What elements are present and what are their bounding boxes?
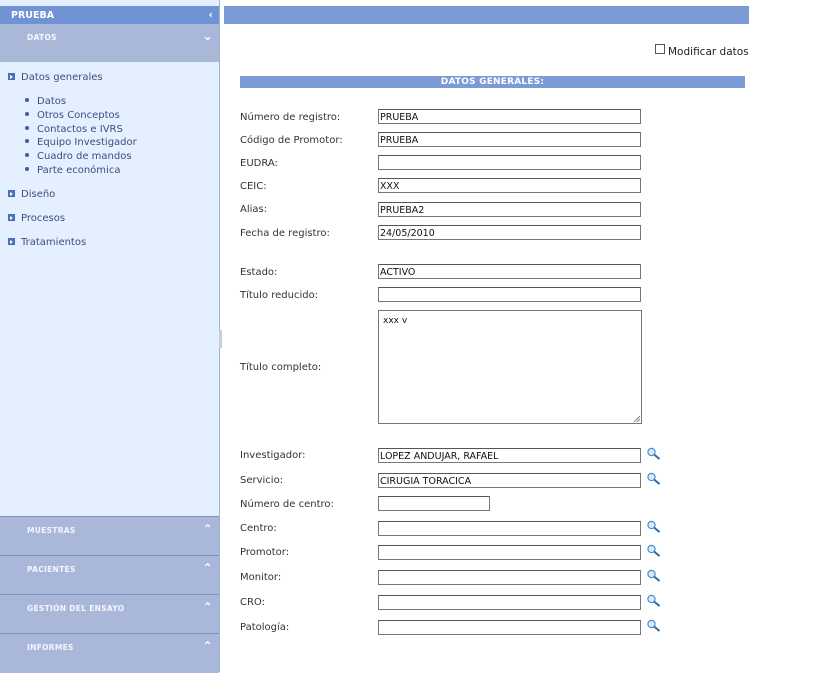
main-top-bar (224, 6, 749, 24)
estado-label: Estado: (240, 267, 278, 278)
centro-input[interactable] (378, 521, 641, 536)
titulo-completo-label: Título completo: (240, 362, 322, 373)
collapse-sidebar-icon[interactable]: ‹ (208, 8, 213, 21)
dot-bullet-icon (25, 167, 29, 171)
nav-datos-generales[interactable] (8, 72, 103, 83)
servicio-input[interactable]: CIRUGIA TORACICA (378, 473, 641, 488)
codigo-promotor-input[interactable]: PRUEBA (378, 132, 641, 147)
monitor-label: Monitor: (240, 572, 282, 583)
numero-registro-input[interactable]: PRUEBA (378, 109, 641, 124)
alias-input[interactable]: PRUEBA2 (378, 202, 641, 217)
dot-bullet-icon (25, 112, 29, 116)
nav-diseno[interactable] (8, 189, 55, 200)
panel-muestras-header[interactable] (0, 516, 219, 555)
panel-pacientes-label: PACIENTES (27, 565, 76, 574)
checkbox-icon[interactable] (655, 44, 665, 54)
servicio-label: Servicio: (240, 475, 284, 486)
titulo-completo-value: xxx v (383, 316, 408, 326)
sub-item-parte-economica[interactable] (25, 165, 137, 179)
sub-item-label: Datos (37, 96, 67, 107)
centro-label: Centro: (240, 523, 277, 534)
sub-item-label: Otros Conceptos (37, 109, 120, 121)
sub-item-label: Contactos e IVRS (37, 123, 123, 135)
fecha-registro-label: Fecha de registro: (240, 228, 330, 239)
arrow-bullet-icon (8, 73, 15, 80)
nav-procesos[interactable] (8, 213, 65, 224)
numero-centro-input[interactable] (378, 496, 490, 511)
arrow-bullet-icon (8, 190, 15, 197)
panel-datos-label: DATOS (27, 33, 57, 42)
sub-item-label: Parte económica (37, 164, 121, 176)
nav-datos-generales-label: Datos generales (21, 72, 103, 83)
nav-tratamientos[interactable] (8, 237, 86, 248)
titulo-completo-textarea[interactable] (378, 310, 642, 424)
estado-input[interactable]: ACTIVO (378, 264, 641, 279)
chevron-up-icon[interactable]: ⌃ (202, 600, 213, 614)
eudra-input[interactable] (378, 155, 641, 170)
panel-pacientes-header[interactable] (0, 555, 219, 594)
datos-generales-submenu (25, 96, 137, 179)
fecha-registro-input[interactable]: 24/05/2010 (378, 225, 641, 240)
modificar-datos-checkbox[interactable] (655, 45, 749, 58)
chevron-down-icon[interactable]: ⌄ (202, 29, 213, 43)
chevron-up-icon[interactable]: ⌃ (202, 639, 213, 653)
alias-label: Alias: (240, 204, 268, 215)
titulo-reducido-input[interactable] (378, 287, 641, 302)
investigador-input[interactable]: LOPEZ ANDUJAR, RAFAEL (378, 448, 641, 463)
dot-bullet-icon (25, 126, 29, 130)
panel-gestion-label: GESTIÓN DEL ENSAYO (27, 604, 125, 613)
dot-bullet-icon (25, 139, 29, 143)
centro-search-icon[interactable] (646, 520, 662, 534)
splitter-handle[interactable] (219, 330, 222, 348)
arrow-bullet-icon (8, 238, 15, 245)
servicio-search-icon[interactable] (646, 472, 662, 486)
modificar-datos-label: Modificar datos (668, 46, 749, 58)
sub-item-equipo-investigador[interactable] (25, 137, 137, 151)
numero-centro-label: Número de centro: (240, 499, 334, 510)
dot-bullet-icon (25, 98, 29, 102)
chevron-up-icon[interactable]: ⌃ (202, 561, 213, 575)
patologia-label: Patología: (240, 622, 290, 633)
sidebar-title: PRUEBA (11, 10, 55, 21)
nav-diseno-label: Diseño (21, 189, 56, 200)
sub-item-contactos-ivrs[interactable] (25, 124, 137, 138)
sub-item-otros-conceptos[interactable] (25, 110, 137, 124)
sub-item-label: Equipo Investigador (37, 137, 137, 149)
ceic-label: CEIC: (240, 181, 267, 192)
sub-item-datos[interactable] (25, 96, 137, 110)
cro-search-icon[interactable] (646, 594, 662, 608)
monitor-input[interactable] (378, 570, 641, 585)
panel-datos-header[interactable] (0, 24, 219, 62)
dot-bullet-icon (25, 153, 29, 157)
panel-informes-label: INFORMES (27, 643, 74, 652)
promotor-search-icon[interactable] (646, 544, 662, 558)
sidebar-header (0, 6, 219, 24)
monitor-search-icon[interactable] (646, 569, 662, 583)
panel-muestras-label: MUESTRAS (27, 526, 76, 535)
eudra-label: EUDRA: (240, 158, 278, 169)
sub-item-cuadro-mandos[interactable] (25, 151, 137, 165)
cro-label: CRO: (240, 597, 265, 608)
ceic-input[interactable]: XXX (378, 178, 641, 193)
nav-procesos-label: Procesos (21, 213, 66, 224)
patologia-input[interactable] (378, 620, 641, 635)
investigador-label: Investigador: (240, 450, 306, 461)
sub-item-label: Cuadro de mandos (37, 151, 132, 163)
panel-gestion-header[interactable] (0, 594, 219, 633)
cro-input[interactable] (378, 595, 641, 610)
patologia-search-icon[interactable] (646, 619, 662, 633)
investigador-search-icon[interactable] (646, 447, 662, 461)
chevron-up-icon[interactable]: ⌃ (202, 522, 213, 536)
arrow-bullet-icon (8, 214, 15, 221)
panel-informes-header[interactable] (0, 633, 219, 673)
promotor-label: Promotor: (240, 547, 290, 558)
sidebar (0, 0, 220, 672)
nav-tratamientos-label: Tratamientos (21, 237, 87, 248)
promotor-input[interactable] (378, 545, 641, 560)
section-title: DATOS GENERALES: (240, 76, 745, 88)
resize-grip-icon[interactable] (634, 416, 640, 422)
codigo-promotor-label: Código de Promotor: (240, 135, 343, 146)
numero-registro-label: Número de registro: (240, 112, 341, 123)
titulo-reducido-label: Título reducido: (240, 290, 319, 301)
